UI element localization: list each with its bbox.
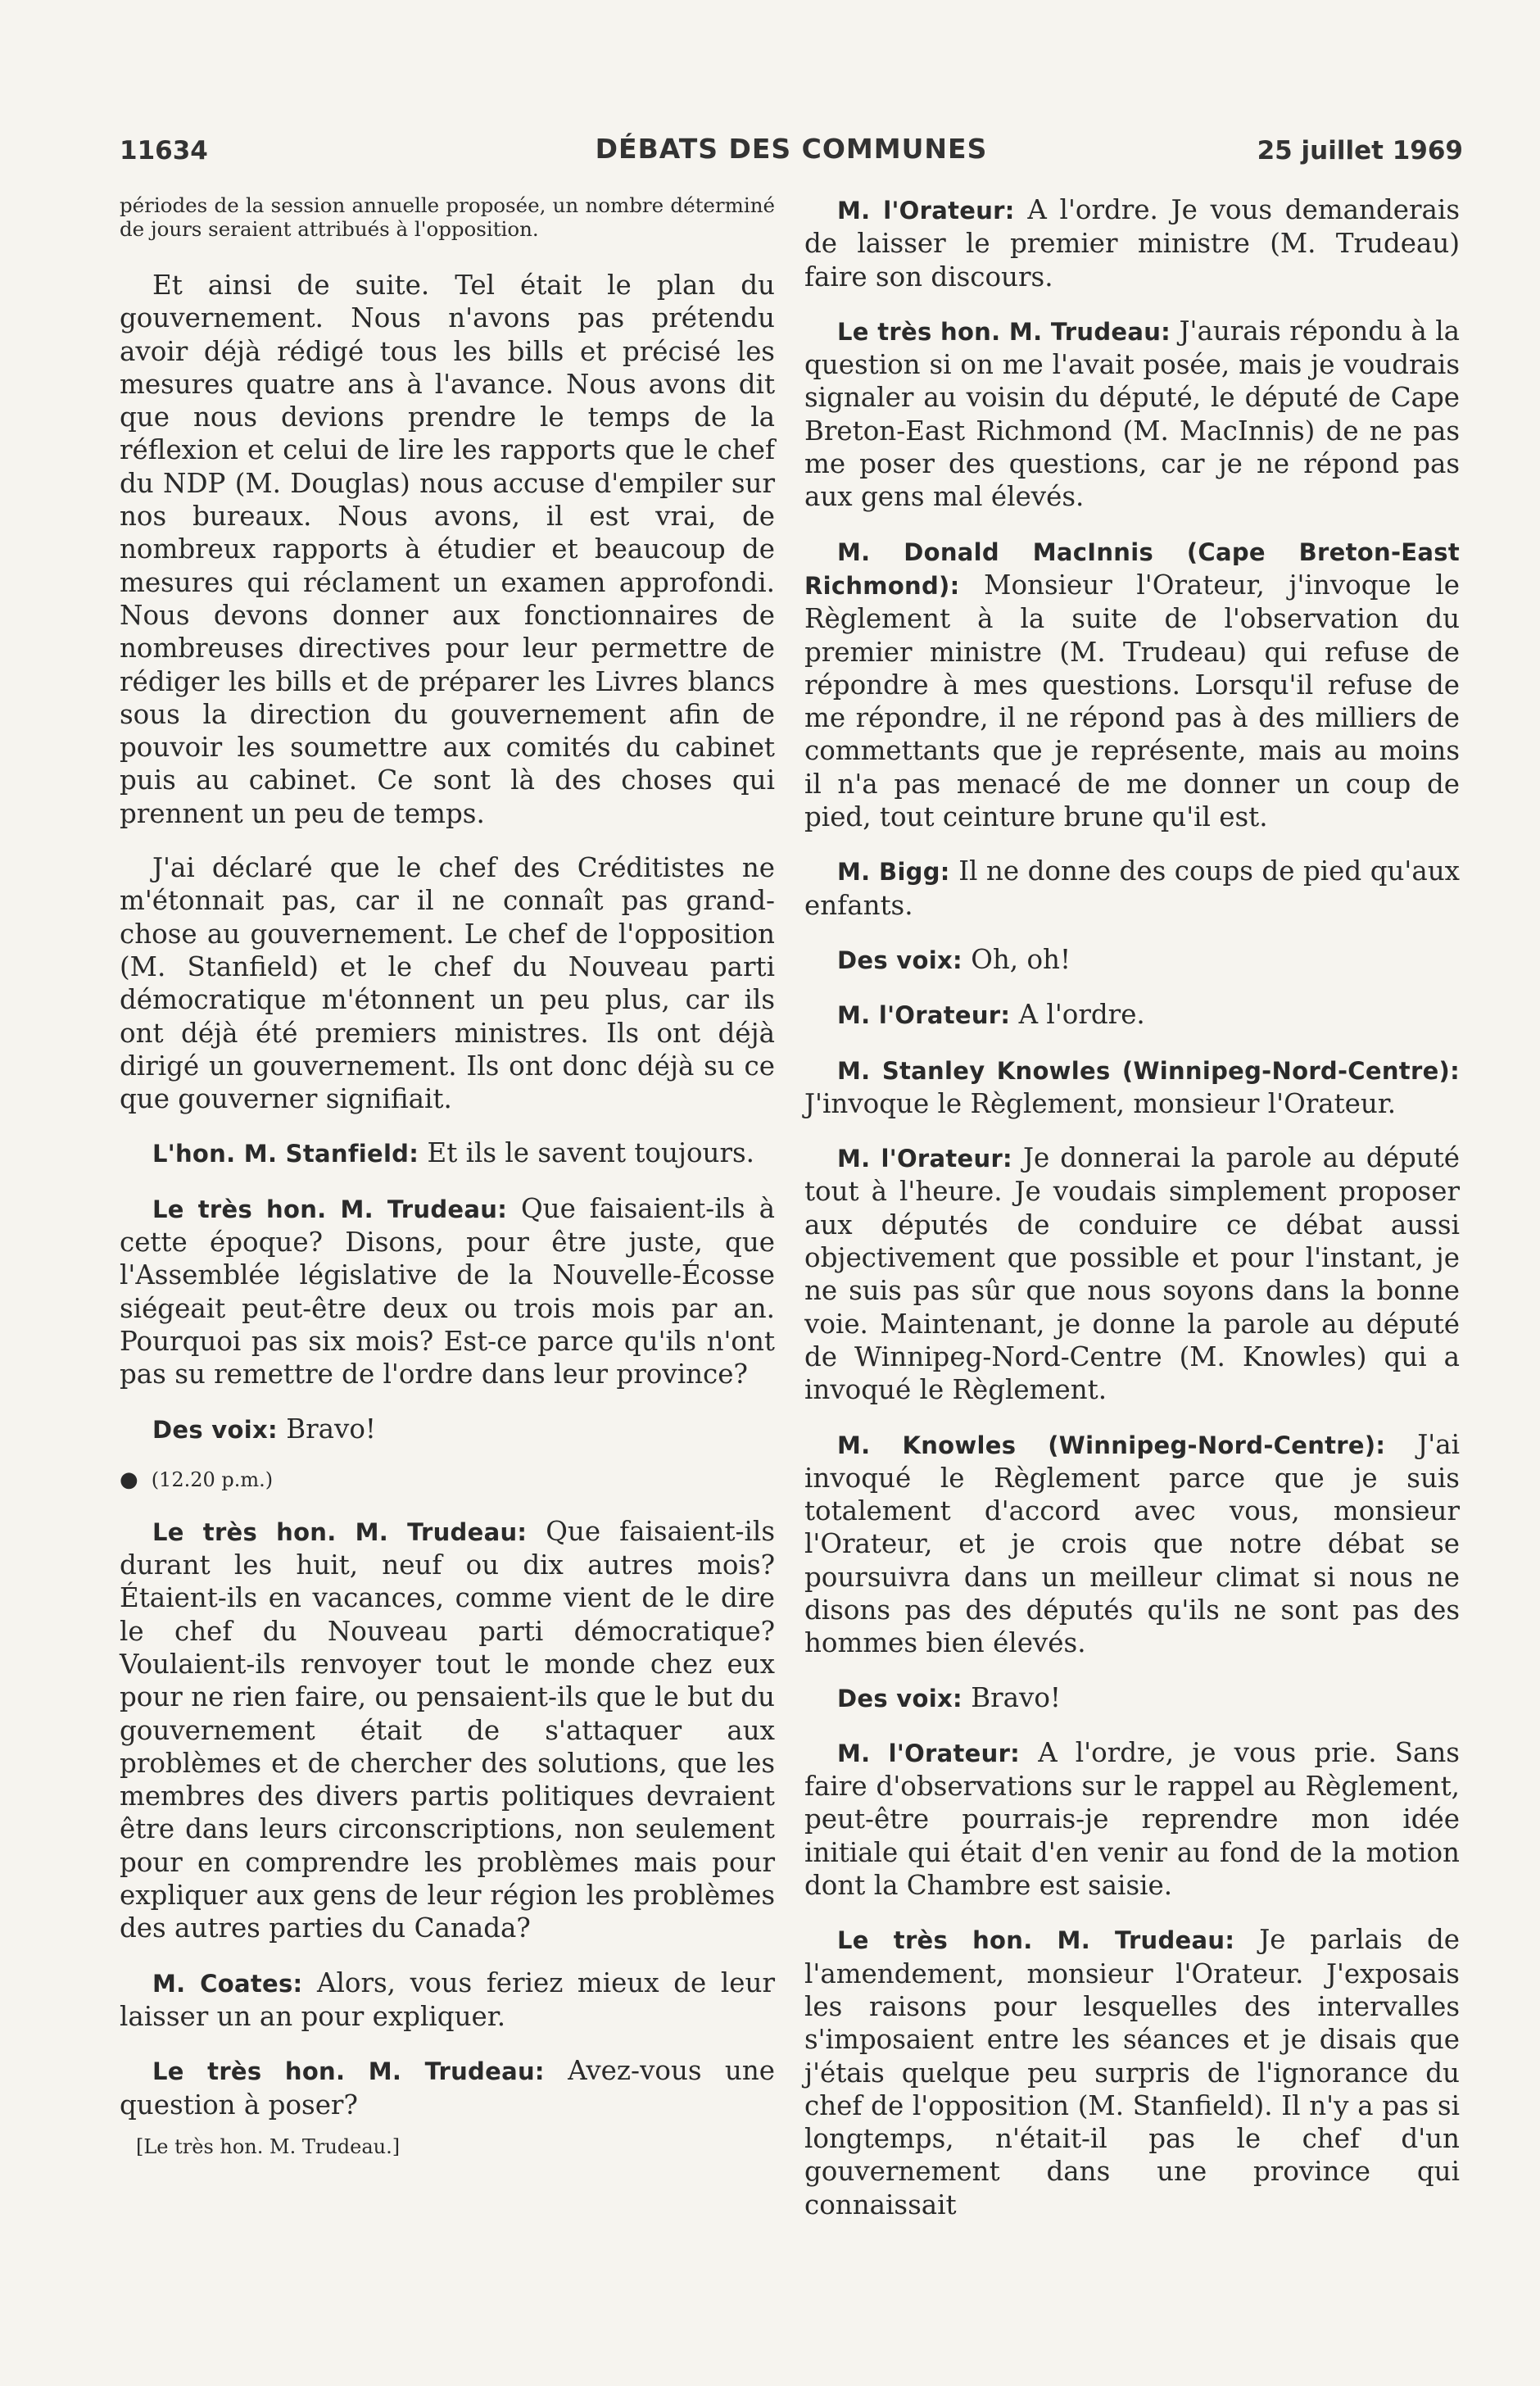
speaker-name: M. Stanley Knowles (Winnipeg-Nord-Centre): bbox=[837, 1056, 1460, 1085]
speaker-name: M. Bigg: bbox=[837, 858, 950, 887]
speech-text: Bravo! bbox=[277, 1413, 376, 1445]
right-column bbox=[804, 193, 1460, 2220]
speaker-name: M. Knowles (Winnipeg-Nord-Centre): bbox=[837, 1431, 1386, 1459]
speech bbox=[804, 1141, 1460, 1406]
speech bbox=[804, 193, 1460, 293]
speech-text: Je parlais de l'amendement, monsieur l'Orateur. J'exposais les raisons pour lesquelles des intervalles s'imposaient entre les séances et je disais que j'étais quelque peu surpris de l'ignorance du chef de l'opposition (M. Stanfield). Il n'y a pas si longtemps, n'était-il pas le chef d'un gouvernement dans une province qui connaissait bbox=[804, 1924, 1460, 2220]
speaker-footnote: [Le très hon. M. Trudeau.] bbox=[136, 2134, 401, 2158]
page-number: 11634 bbox=[120, 136, 208, 166]
speaker-name: Le très hon. M. Trudeau: bbox=[837, 1926, 1235, 1955]
speech-text: Monsieur l'Orateur, j'invoque le Règlement à la suite de l'observation du premier ministre (M. Trudeau) qui refuse de répondre à mes questions. Lorsqu'il refuse de me répondre, il ne répond pas à des milliers de commettants que je représente, mais au moins il n'a pas menacé de me donner un coup de pied, tout ceinture brune qu'il est. bbox=[804, 569, 1460, 833]
page-header bbox=[120, 129, 1463, 170]
paragraph: périodes de la session annuelle proposée, un nombre déterminé de jours seraient attribués à l'opposition. bbox=[120, 193, 775, 241]
speech bbox=[804, 855, 1460, 922]
bullet-icon: ● bbox=[120, 1467, 138, 1492]
time-text: (12.20 p.m.) bbox=[151, 1467, 274, 1491]
speech-text: J'ai invoqué le Règlement parce que je suis totalement d'accord avec vous, monsieur l'Orateur, et je crois que notre débat se poursuivra dans un meilleur climat si nous ne disons pas des députés qu'ils ne sont pas des hommes bien élevés. bbox=[804, 1428, 1460, 1659]
speech-text: Bravo! bbox=[962, 1681, 1061, 1713]
speaker-name: Des voix: bbox=[152, 1415, 278, 1444]
speaker-name: Des voix: bbox=[837, 946, 962, 974]
paragraph: Et ainsi de suite. Tel était le plan du gouvernement. Nous n'avons pas prétendu avoir déjà rédigé tous les bills et précisé les mesures quatre ans à l'avance. Nous avons dit que nous devions prendre le temps de la réflexion et celui de lire les rapports que le chef du NDP (M. Douglas) nous accuse d'empiler sur nos bureaux. Nous avons, il est vrai, de nombreux rapports à étudier et beaucoup de mesures qui réclament un examen approfondi. Nous devons donner aux fonctionnaires de nombreuses directives pour leur permettre de rédiger les bills et de préparer les Livres blancs sous la direction du gouvernement afin de pouvoir les soumettre aux comités du cabinet puis au cabinet. Ce sont là des choses qui prennent un peu de temps. bbox=[120, 270, 775, 829]
speech bbox=[804, 315, 1460, 514]
speech-text: A l'ordre. bbox=[1010, 999, 1145, 1031]
speech bbox=[804, 1923, 1460, 2221]
speaker-name: M. l'Orateur: bbox=[837, 1001, 1011, 1030]
speech-text: A l'ordre, je vous prie. Sans faire d'observations sur le rappel au Règlement, peut-être pourrais-je reprendre mon idée initiale qui était d'en venir au fond de la motion dont la Chambre est saisie. bbox=[804, 1736, 1460, 1902]
speaker-name: M. l'Orateur: bbox=[837, 1145, 1012, 1173]
speech-text: Oh, oh! bbox=[962, 943, 1071, 975]
speaker-name: Le très hon. M. Trudeau: bbox=[152, 1517, 528, 1546]
speech-text: Je donnerai la parole au député tout à l'heure. Je voudais simplement proposer aux députés de conduire ce débat aussi objectivement que possible et pour l'instant, je ne suis pas sûr que nous soyons dans la bonne voie. Maintenant, je donne la parole au député de Winnipeg-Nord-Centre (M. Knowles) qui a invoqué le Règlement. bbox=[804, 1142, 1460, 1406]
speech bbox=[804, 1681, 1460, 1715]
paragraph: J'ai déclaré que le chef des Créditistes ne m'étonnait pas, car il ne connaît pas grand-chose au gouvernement. Le chef de l'opposition (M. Stanfield) et le chef du Nouveau parti démocratique m'étonnent un peu plus, car ils ont déjà été premiers ministres. Ils ont déjà dirigé un gouvernement. Ils ont donc déjà su ce que gouverner signifiait. bbox=[120, 852, 775, 1115]
speech-text: Alors, vous feriez mieux de leur laisser un an pour expliquer. bbox=[120, 1966, 775, 2032]
speaker-name: Le très hon. M. Trudeau: bbox=[152, 2057, 545, 2086]
speaker-name: M. Donald MacInnis (Cape Breton-East Richmond): bbox=[804, 538, 1460, 600]
speech bbox=[804, 1054, 1460, 1121]
speaker-name: Des voix: bbox=[837, 1684, 962, 1712]
speech-text: Il ne donne des coups de pied qu'aux enfants. bbox=[804, 855, 1460, 921]
speech-text: J'aurais répondu à la question si on me l'avait posée, mais je voudrais signaler au voisin du député, le député de Cape Breton-East Richmond (M. MacInnis) de ne pas me poser des questions, car je ne répond pas aux gens mal élevés. bbox=[804, 315, 1460, 513]
speaker-name: M. Coates: bbox=[152, 1969, 303, 1998]
speech-text: A l'ordre. Je vous demanderais de laisser le premier ministre (M. Trudeau) faire son discours. bbox=[804, 194, 1460, 293]
speech bbox=[120, 1136, 775, 1170]
speech-text: J'invoque le Règlement, monsieur l'Orateur. bbox=[804, 1087, 1397, 1119]
left-column bbox=[120, 193, 775, 2193]
speech bbox=[120, 1515, 775, 1945]
speech bbox=[804, 998, 1460, 1032]
speaker-name: M. l'Orateur: bbox=[837, 197, 1015, 225]
time-marker bbox=[120, 1467, 775, 1492]
speech bbox=[804, 535, 1460, 834]
speech-text: Avez-vous une question à poser? bbox=[120, 2055, 776, 2121]
speech bbox=[120, 2054, 775, 2121]
speech bbox=[804, 943, 1460, 977]
speech bbox=[120, 1192, 775, 1391]
speaker-name: Le très hon. M. Trudeau: bbox=[152, 1195, 508, 1223]
speaker-name: Le très hon. M. Trudeau: bbox=[837, 317, 1171, 346]
speech-text: Que faisaient-ils durant les huit, neuf ou dix autres mois? Étaient-ils en vacances, comme vient de le dire le chef du Nouveau parti démocratique? Voulaient-ils renvoyer tout le monde chez eux pour ne rien faire, ou pensaient-ils que le but du gouvernement était de s'attaquer aux problèmes et de chercher des solutions, que les membres des divers partis politiques devraient être dans leurs circonscriptions, non seulement pour en comprendre les problèmes mais pour expliquer aux gens de leur région les problèmes des autres parties du Canada? bbox=[120, 1515, 775, 1944]
speaker-name: M. l'Orateur: bbox=[837, 1739, 1021, 1767]
publication-title: DÉBATS DES COMMUNES bbox=[595, 133, 988, 165]
speech bbox=[120, 1966, 775, 2034]
speech-text: Que faisaient-ils à cette époque? Disons, pour être juste, que l'Assemblée législative de la Nouvelle-Écosse siégeait peut-être deux ou trois mois par an. Pourquoi pas six mois? Est-ce parce qu'ils n'ont pas su remettre de l'ordre dans leur province? bbox=[120, 1192, 775, 1390]
publication-date: 25 juillet 1969 bbox=[1257, 136, 1463, 166]
speech bbox=[804, 1428, 1460, 1660]
speech-text: Et ils le savent toujours. bbox=[419, 1137, 755, 1169]
speech bbox=[804, 1736, 1460, 1902]
speaker-name: L'hon. M. Stanfield: bbox=[152, 1140, 419, 1168]
speech bbox=[120, 1413, 775, 1446]
